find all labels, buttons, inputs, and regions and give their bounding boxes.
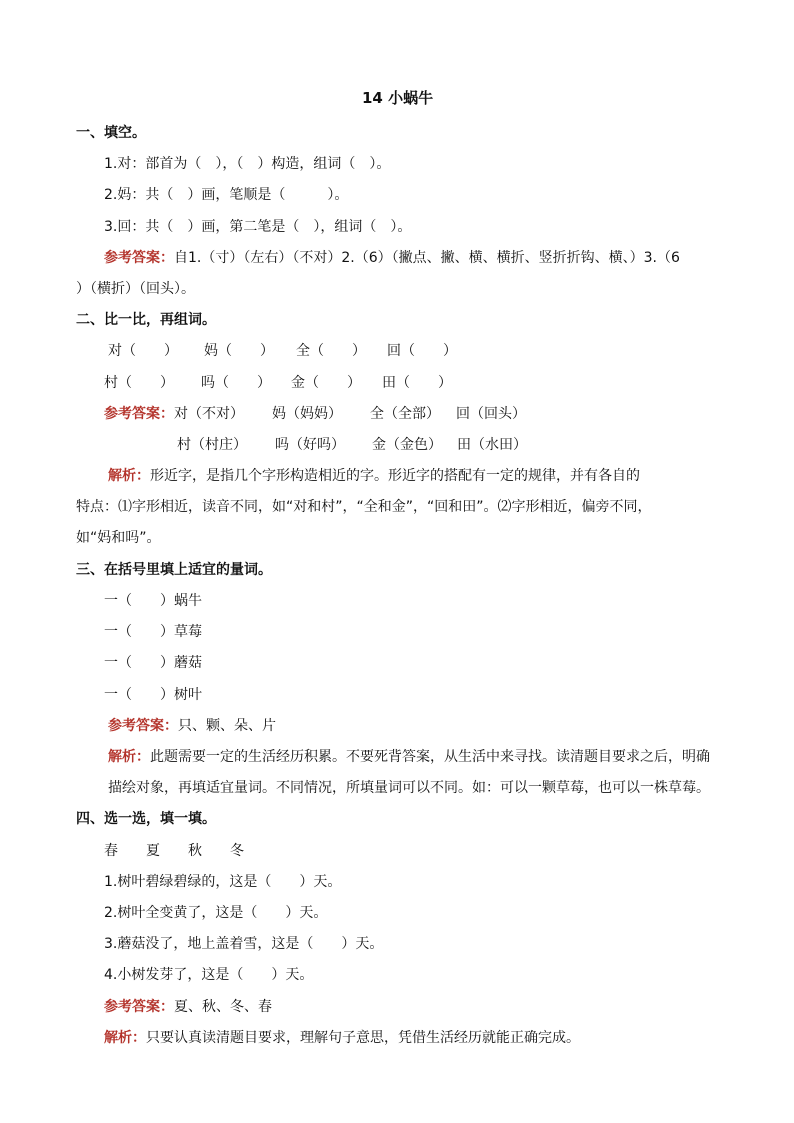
s3-answer [108,717,276,735]
compare-item: 金（ ） [291,375,361,391]
answer-label: 参考答案： [104,999,174,1015]
analysis-label: 解析： [104,1030,146,1046]
answer-label: 参考答案： [104,406,174,422]
section-1-heading: 一、填空。 [76,125,146,141]
section-4-heading: 四、选一选，填一填。 [76,811,216,827]
page-title: 14 小蜗牛 [362,89,434,107]
season-choice: 春 [104,843,118,859]
answer-text: 夏、秋、冬、春 [174,999,272,1015]
analysis-text: 只要认真读清题目要求，理解句子意思，凭借生活经历就能正确完成。 [146,1030,580,1046]
answer-item: 妈（妈妈） [272,406,342,422]
answer-text: 自1.（寸）（左右）（不对）2.（6）（撇点、撇、横、横折、竖折折钩、横、）3.（6 [174,250,680,266]
answer-item: 村（村庄） [177,437,247,453]
s1-question-1: 1.对：部首为（ ），（ ）构造，组词（ ）。 [104,156,391,172]
answer-text: 只、颗、朵、片 [178,718,276,734]
s4-question-2: 2.树叶全变黄了，这是（ ）天。 [104,905,328,921]
answer-item: 吗（好吗） [275,437,345,453]
season-choice: 冬 [230,843,244,859]
answer-item: 回（回头） [456,406,526,422]
s4-question-1: 1.树叶碧绿碧绿的，这是（ ）天。 [104,874,342,890]
s2-analysis-line-3: 如“妈和吗”。 [76,530,161,546]
s1-answer [104,249,680,267]
compare-item: 对（ ） [108,343,178,359]
answer-label: 参考答案： [108,718,178,734]
answer-item: 全（全部） [370,406,440,422]
s3-item: 一（ ）树叶 [104,687,202,703]
season-choice: 夏 [146,843,160,859]
s4-analysis [104,1029,580,1047]
compare-item: 回（ ） [387,343,457,359]
answer-item: 田（水田） [457,437,527,453]
season-choice: 秋 [188,843,202,859]
s1-question-2: 2.妈：共（ ）画，笔顺是（ ）。 [104,187,349,203]
section-3-heading: 三、在括号里填上适宜的量词。 [76,562,272,578]
s2-row-1 [108,342,457,360]
s3-item: 一（ ）蘑菇 [104,655,202,671]
season-choices [104,842,244,860]
compare-item: 全（ ） [296,343,366,359]
s3-item: 一（ ）蜗牛 [104,593,202,609]
answer-label: 参考答案： [104,250,174,266]
s2-answer-row-2 [177,436,527,454]
section-2-heading: 二、比一比，再组词。 [76,312,216,328]
s1-answer-continued: ）（横折）（回头）。 [76,281,195,297]
s1-question-3: 3.回：共（ ）画，第二笔是（ ），组词（ ）。 [104,219,412,235]
s4-question-3: 3.蘑菇没了，地上盖着雪，这是（ ）天。 [104,936,384,952]
compare-item: 村（ ） [104,375,174,391]
analysis-text: 形近字，是指几个字形构造相近的字。形近字的搭配有一定的规律，并有各自的 [150,468,640,484]
compare-item: 田（ ） [382,375,452,391]
analysis-label: 解析： [108,749,150,765]
s2-analysis [108,467,640,485]
compare-item: 吗（ ） [201,375,271,391]
analysis-label: 解析： [108,468,150,484]
s3-analysis-line-2: 描绘对象，再填适宜量词。不同情况，所填量词可以不同。如：可以一颗草莓，也可以一株草莓。 [108,780,710,796]
s3-analysis [108,748,710,766]
s4-answer [104,998,272,1016]
compare-item: 妈（ ） [204,343,274,359]
answer-item: 对（不对） [174,406,244,422]
s2-row-2 [104,374,452,392]
s2-answer-row-1 [104,405,526,423]
analysis-text: 此题需要一定的生活经历积累。不要死背答案，从生活中来寻找。读清题目要求之后，明确 [150,749,710,765]
answer-item: 金（金色） [372,437,442,453]
s4-question-4: 4.小树发芽了，这是（ ）天。 [104,967,314,983]
s2-analysis-line-2: 特点：⑴字形相近，读音不同，如“对和村”，“全和金”，“回和田”。⑵字形相近，偏旁不同， [76,499,652,515]
s3-item: 一（ ）草莓 [104,624,202,640]
